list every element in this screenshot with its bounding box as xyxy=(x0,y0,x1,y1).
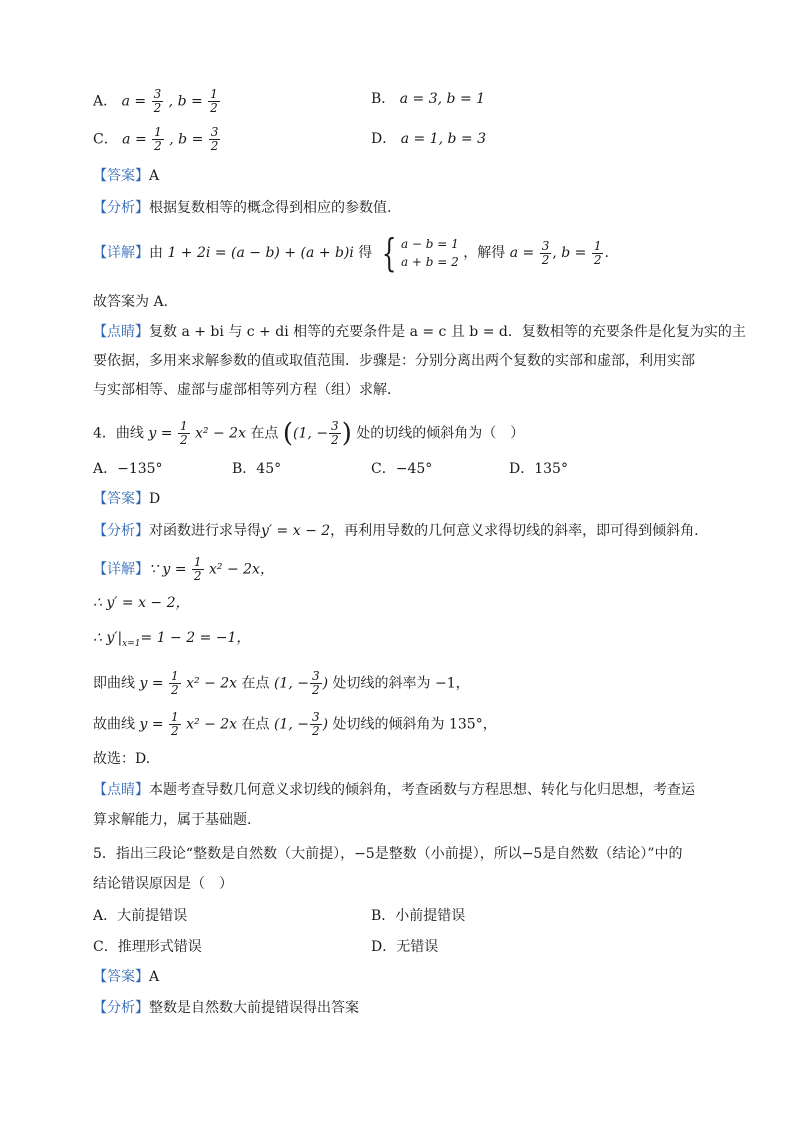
step-text: = 1 − 2 = −1， xyxy=(140,630,251,646)
step-text: 处切线的斜率为 −1， xyxy=(332,675,470,692)
point-expr: (1, − xyxy=(273,675,309,692)
analysis-tag: 【分析】 xyxy=(93,1000,149,1016)
q4-step-3 xyxy=(93,670,470,697)
brace-icon: { xyxy=(381,231,397,275)
detail-text: 得 xyxy=(358,245,373,261)
function-expr: x² − 2x xyxy=(186,716,238,733)
system-line: a + b = 2 xyxy=(400,255,459,269)
equals: = xyxy=(574,245,587,261)
option-label: D． xyxy=(371,131,397,147)
fraction xyxy=(192,556,204,583)
equals: = xyxy=(160,425,173,442)
denominator: 2 xyxy=(210,101,218,115)
step-text: 即曲线 xyxy=(93,675,135,692)
denominator: 2 xyxy=(153,101,162,115)
subscript: x=1 xyxy=(122,639,141,649)
numerator: 3 xyxy=(153,87,162,101)
point-expr: (1, − xyxy=(273,716,309,733)
system-line: a − b = 1 xyxy=(400,237,459,251)
q4-step-4 xyxy=(93,711,497,738)
step-text: 在点 xyxy=(241,675,270,692)
function-expr: x² − 2x xyxy=(186,675,238,692)
fraction xyxy=(329,420,341,447)
step-text: ∴ y′| xyxy=(93,630,123,646)
point-expr: ) xyxy=(322,675,329,692)
equation: 1 + 2i = (a − b) + (a + b)i xyxy=(167,245,354,261)
step-text: 故曲线 xyxy=(93,716,135,733)
denominator: 2 xyxy=(541,252,550,267)
denominator: 2 xyxy=(171,724,179,738)
fraction xyxy=(209,126,221,153)
q5-option-c: C．推理形式错误 xyxy=(93,939,202,955)
numerator: 1 xyxy=(179,419,188,433)
fraction xyxy=(592,240,604,267)
answer-value: A xyxy=(149,168,160,184)
numerator: 3 xyxy=(331,419,339,433)
q3-analysis xyxy=(93,198,391,218)
comment-tag: 【点睛】 xyxy=(93,782,149,798)
question-text: 处的切线的倾斜角为（ ） xyxy=(356,425,525,442)
function-expr: x² − 2x xyxy=(195,425,246,442)
numerator: 3 xyxy=(311,669,320,683)
detail-text: ，解得 xyxy=(463,245,506,261)
point-expr: (1, − xyxy=(293,425,329,442)
denominator: 2 xyxy=(210,139,219,153)
var-y: y xyxy=(148,425,157,442)
q3-answer xyxy=(93,166,159,186)
derivative-expr: y′ = x − 2 xyxy=(261,523,331,539)
q3-comment-line-2: 要依据，多用来求解参数的值或取值范围．步骤是：分别分离出两个复数的实部和虚部，利用实部 xyxy=(93,353,695,369)
q3-comment-line-3: 与实部相等、虚部与虚部相等列方程（组）求解． xyxy=(93,382,401,398)
denominator: 2 xyxy=(311,724,320,738)
numerator: 1 xyxy=(193,555,202,569)
function-expr: x² − 2x， xyxy=(209,561,274,578)
denominator: 2 xyxy=(193,569,202,583)
detail-tag: 【详解】 xyxy=(93,561,149,578)
q4-option-b: B．45° xyxy=(232,461,282,477)
option-text: a = 3, b = 1 xyxy=(399,91,486,107)
analysis-text: ，再利用导数的几何意义求得切线的斜率，即可得到倾斜角. xyxy=(330,523,699,539)
option-text: a = 1, b = 3 xyxy=(400,131,486,147)
fraction xyxy=(208,88,220,115)
denominator: 2 xyxy=(179,433,188,447)
var-a: a xyxy=(509,245,519,261)
numerator: 3 xyxy=(311,710,320,724)
fraction xyxy=(540,240,552,267)
analysis-text: 整数是自然数大前提错误得出答案 xyxy=(149,1000,359,1016)
numerator: 1 xyxy=(171,710,179,724)
comment-tag: 【点睛】 xyxy=(93,324,149,340)
var-a: a xyxy=(121,93,130,110)
q5-option-b: B．小前提错误 xyxy=(371,908,466,924)
q4-answer xyxy=(93,489,160,509)
q3-option-b xyxy=(371,88,485,108)
fraction xyxy=(152,126,164,153)
numerator: 1 xyxy=(154,125,162,139)
q4-option-a: A．−135° xyxy=(93,461,163,477)
q5-stem-line-1: 5．指出三段论“整数是自然数（大前提），−5是整数（小前提），所以−5是自然数（结论）”中的 xyxy=(93,846,683,862)
analysis-tag: 【分析】 xyxy=(93,523,149,539)
fraction xyxy=(169,711,181,738)
q4-detail xyxy=(93,556,274,583)
var-a: a xyxy=(122,131,131,148)
q5-stem-line-2: 结论错误原因是（ ） xyxy=(93,876,233,892)
q5-answer xyxy=(93,967,159,987)
denominator: 2 xyxy=(331,433,339,447)
q4-option-c: C．−45° xyxy=(371,461,433,477)
q3-comment-line-1 xyxy=(93,322,746,342)
q4-stem: 4．曲线 y = $\frac{1}{2}$ x² − 2x 在点 ((1, − $\frac{3}{2}$ ) 处的切线的倾斜角为（ ） xyxy=(93,418,525,449)
q5-option-d: D．无错误 xyxy=(371,939,439,955)
q3-detail: 【详解】由 1 + 2i = (a − b) + (a + b)i 得 { a − b = 1 a + b = 2 ，解得 a = $\frac{3}{2}$ , b = $\frac{1}{2}$ . xyxy=(93,231,609,275)
q4-analysis xyxy=(93,521,699,541)
fraction xyxy=(178,420,190,447)
analysis-text: 根据复数相等的概念得到相应的参数值. xyxy=(149,200,392,216)
answer-value: A xyxy=(149,969,160,985)
comment-text: 复数 a + bi 与 c + di 相等的充要条件是 a = c 且 b = d．复数相等的充要条件是化复为实的主 xyxy=(149,324,746,340)
q4-comment-line-2: 算求解能力，属于基础题. xyxy=(93,812,252,828)
denominator: 2 xyxy=(154,139,162,153)
numerator: 3 xyxy=(210,125,219,139)
step-text: 在点 xyxy=(241,716,270,733)
q3-option-a xyxy=(93,88,221,115)
q5-analysis xyxy=(93,998,359,1018)
analysis-tag: 【分析】 xyxy=(93,200,149,216)
fraction xyxy=(152,88,164,115)
point-expr: ) xyxy=(322,716,329,733)
q4-step-2 xyxy=(93,628,250,654)
question-text: 在点 xyxy=(250,425,279,442)
option-label: B． xyxy=(371,91,396,107)
denominator: 2 xyxy=(311,683,320,697)
answer-value: D xyxy=(149,491,161,507)
q4-option-d: D．135° xyxy=(509,461,568,477)
numerator: 1 xyxy=(171,669,179,683)
equals: = xyxy=(151,675,164,692)
option-label: C． xyxy=(93,131,118,148)
q4-comment-line-1 xyxy=(93,780,695,800)
detail-tag: 【详解】 xyxy=(93,245,149,261)
equals: = xyxy=(522,245,535,261)
answer-tag: 【答案】 xyxy=(93,969,149,985)
comment-text: 本题考查导数几何意义求切线的倾斜角，考查函数与方程思想、转化与化归思想，考查运 xyxy=(149,782,695,798)
numerator: 3 xyxy=(541,238,550,253)
numerator: 1 xyxy=(210,87,218,101)
answer-tag: 【答案】 xyxy=(93,491,149,507)
equals: = xyxy=(134,131,147,148)
var-y: y xyxy=(139,675,148,692)
equals: = xyxy=(151,716,164,733)
denominator: 2 xyxy=(593,252,602,267)
option-label: A． xyxy=(93,93,118,110)
var-y: y xyxy=(139,716,148,733)
var-b: b xyxy=(561,245,571,261)
q4-choose: 故选：D. xyxy=(93,751,151,767)
option-text: , b = xyxy=(168,93,203,110)
q3-option-d xyxy=(371,128,486,148)
question-text: 4．曲线 xyxy=(93,425,144,442)
equation-system xyxy=(377,231,459,275)
q3-conclusion: 故答案为 A. xyxy=(93,294,169,310)
numerator: 1 xyxy=(593,238,602,253)
equals: = xyxy=(134,93,147,110)
fraction xyxy=(169,670,181,697)
detail-text: 由 xyxy=(149,245,163,261)
denominator: 2 xyxy=(171,683,179,697)
analysis-text: 对函数进行求导得 xyxy=(149,523,261,539)
fraction xyxy=(310,711,322,738)
step-text: 处切线的倾斜角为 135°， xyxy=(332,716,497,733)
system-lines xyxy=(401,235,459,271)
q3-option-c xyxy=(93,126,221,153)
option-text: , b = xyxy=(169,131,204,148)
fraction xyxy=(310,670,322,697)
detail-expr: ∵ y = xyxy=(149,561,187,578)
q5-option-a: A．大前提错误 xyxy=(93,908,188,924)
answer-tag: 【答案】 xyxy=(93,168,149,184)
q4-step-1: ∴ y′ = x − 2， xyxy=(93,595,190,611)
